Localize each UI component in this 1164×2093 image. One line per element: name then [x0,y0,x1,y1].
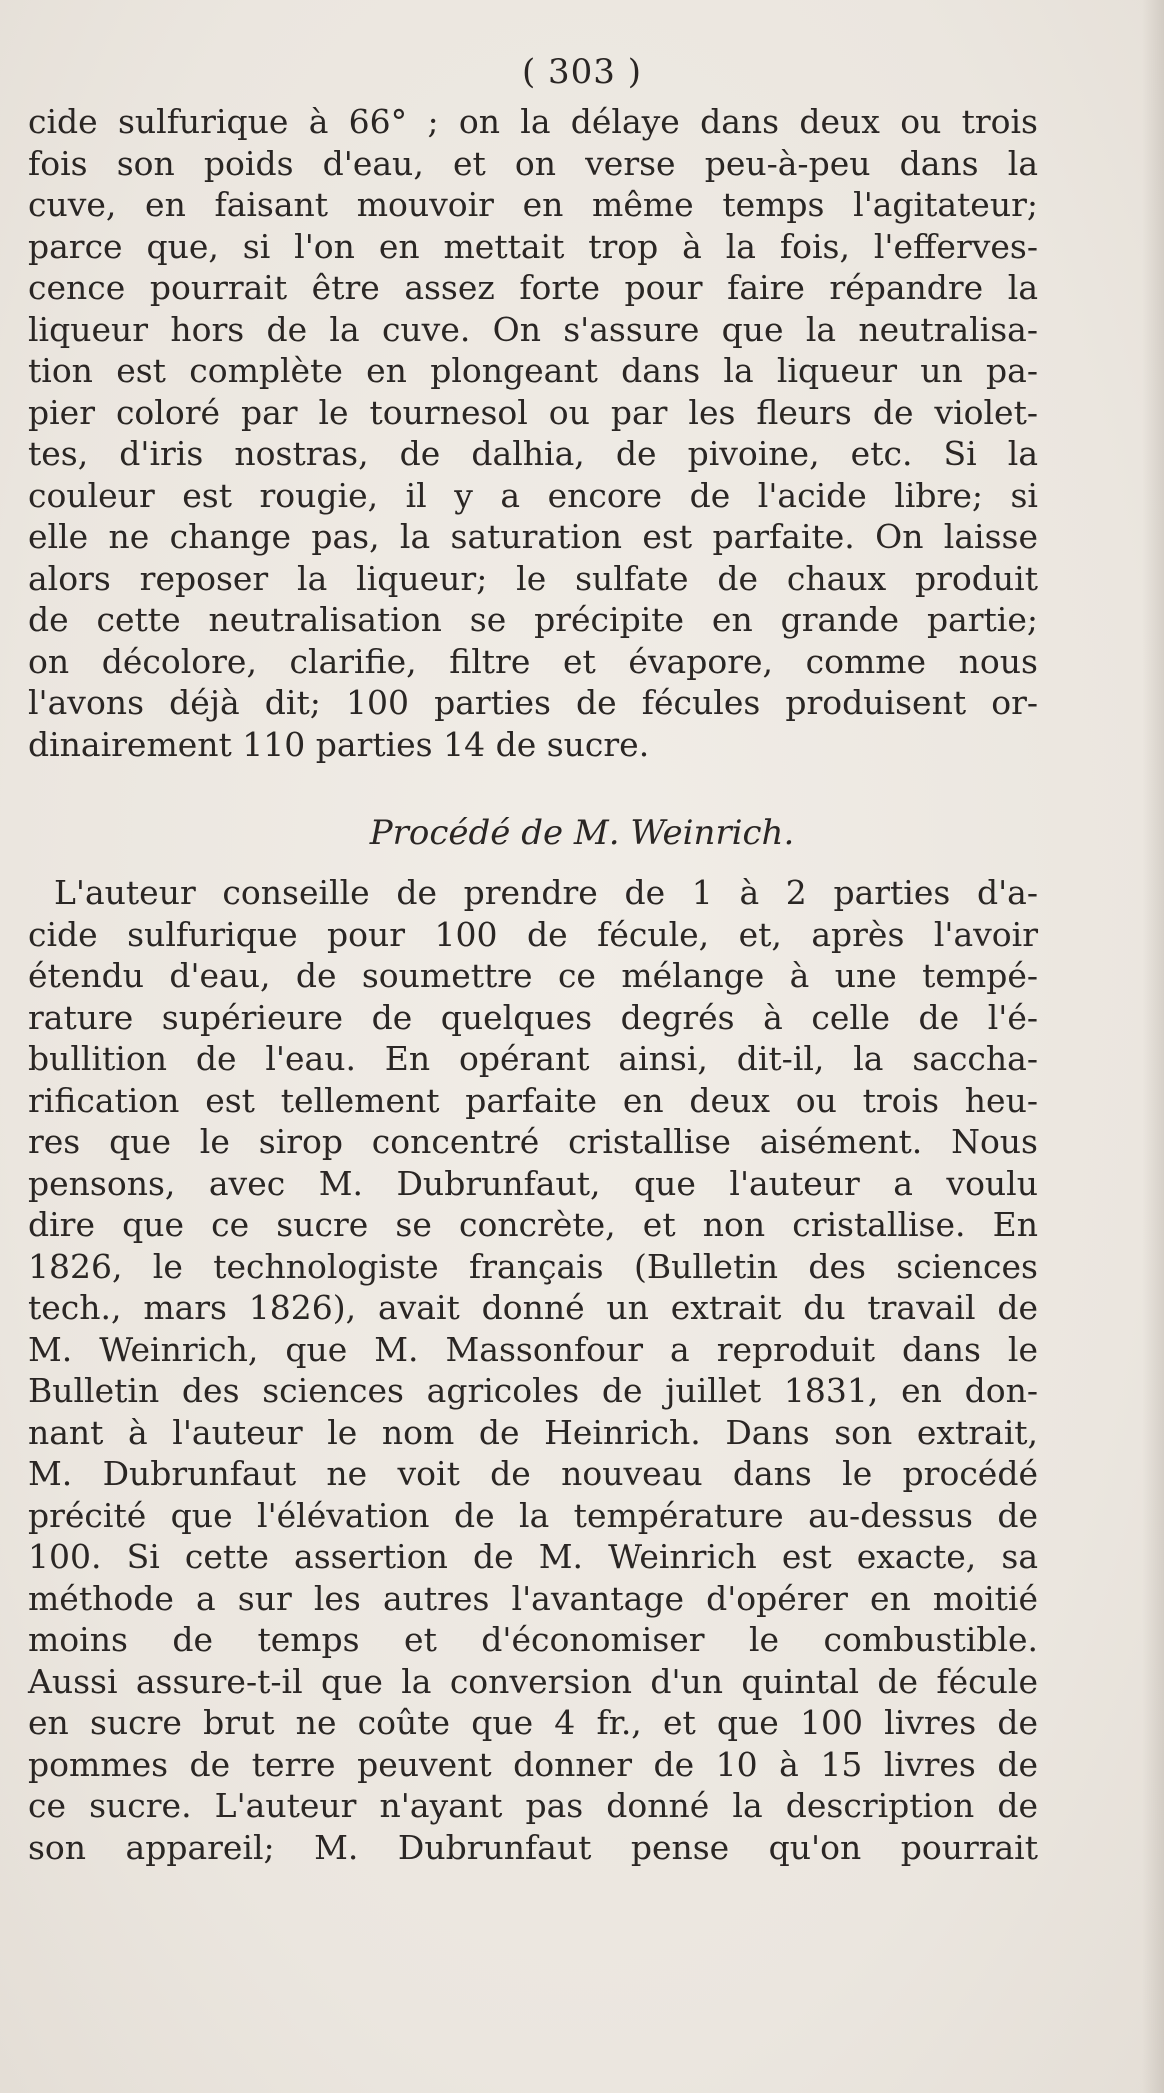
text-line: en sucre brut ne coûte que 4 fr., et que 100 livres de [28,1703,1038,1742]
text-line: tech., mars 1826), avait donné un extrait du travail de [28,1288,1038,1327]
text-line: L'auteur conseille de prendre de 1 à 2 parties d'a- [54,873,1038,912]
text-line: res que le sirop concentré cristallise aisément. Nous [28,1122,1038,1161]
text-line: son appareil; M. Dubrunfaut pense qu'on pourrait [28,1827,1038,1867]
text-line: 100. Si cette assertion de M. Weinrich est exacte, sa [28,1537,1038,1576]
text-line: M. Dubrunfaut ne voit de nouveau dans le procédé [28,1454,1038,1493]
text-line: rature supérieure de quelques degrés à celle de l'é- [28,997,1038,1037]
text-line: cide sulfurique pour 100 de fécule, et, après l'avoir [28,914,1038,954]
text-line: alors reposer la liqueur; le sulfate de chaux produit [28,558,1038,598]
text-line: M. Weinrich, que M. Massonfour a reproduit dans le [28,1329,1038,1369]
text-line: cuve, en faisant mouvoir en même temps l'agitateur; [28,185,1038,224]
text-line: pommes de terre peuvent donner de 10 à 15 livres de [28,1744,1038,1784]
text-line: Bulletin des sciences agricoles de juillet 1831, en don- [28,1371,1038,1410]
text-line: cence pourrait être assez forte pour faire répandre la [28,268,1038,307]
text-line: l'avons déjà dit; 100 parties de fécules produisent or- [28,683,1038,722]
text-line: ce sucre. L'auteur n'ayant pas donné la description de [28,1786,1038,1825]
text-line: cide sulfurique à 66° ; on la délaye dans deux ou trois [28,102,1038,141]
text-line: rification est tellement parfaite en deux ou trois heu- [28,1080,1038,1120]
text-line: Aussi assure-t-il que la conversion d'un quintal de fécule [28,1661,1038,1701]
text-line: dinairement 110 parties 14 de sucre. [28,724,650,764]
text-line: couleur est rougie, il y a encore de l'acide libre; si [28,475,1038,515]
paragraph-2 [28,872,1038,1868]
section-heading: Procédé de M. Weinrich. [369,813,795,853]
text-line: pensons, avec M. Dubrunfaut, que l'auteur a voulu [28,1163,1038,1203]
text-line: bullition de l'eau. En opérant ainsi, dit-il, la saccha- [28,1039,1038,1078]
text-line: liqueur hors de la cuve. On s'assure que la neutralisa- [28,309,1038,349]
text-line: on décolore, clarifie, filtre et évapore, comme nous [28,641,1038,681]
page-edge-shadow [1142,0,1164,2093]
text-line: étendu d'eau, de soumettre ce mélange à une tempé- [28,956,1038,995]
text-line: nant à l'auteur le nom de Heinrich. Dans son extrait, [28,1412,1038,1452]
text-line: pier coloré par le tournesol ou par les fleurs de violet- [28,392,1038,432]
page-number: ( 303 ) [521,52,643,92]
text-line: tes, d'iris nostras, de dalhia, de pivoine, etc. Si la [28,434,1038,473]
text-line: 1826, le technologiste français (Bulletin des sciences [28,1246,1038,1286]
text-line: méthode a sur les autres l'avantage d'opérer en moitié [28,1578,1038,1618]
text-line: de cette neutralisation se précipite en grande partie; [28,600,1038,639]
text-line: elle ne change pas, la saturation est parfaite. On laisse [28,517,1038,556]
text-line: moins de temps et d'économiser le combustible. [28,1620,1038,1659]
text-line: tion est complète en plongeant dans la liqueur un pa- [28,351,1038,390]
text-line: parce que, si l'on en mettait trop à la fois, l'efferves- [28,226,1038,266]
text-line: précité que l'élévation de la température au-dessus de [28,1495,1038,1535]
text-line: dire que ce sucre se concrète, et non cristallise. En [28,1205,1038,1244]
paragraph-1 [28,101,1038,765]
text-line: fois son poids d'eau, et on verse peu-à-peu dans la [28,143,1038,183]
